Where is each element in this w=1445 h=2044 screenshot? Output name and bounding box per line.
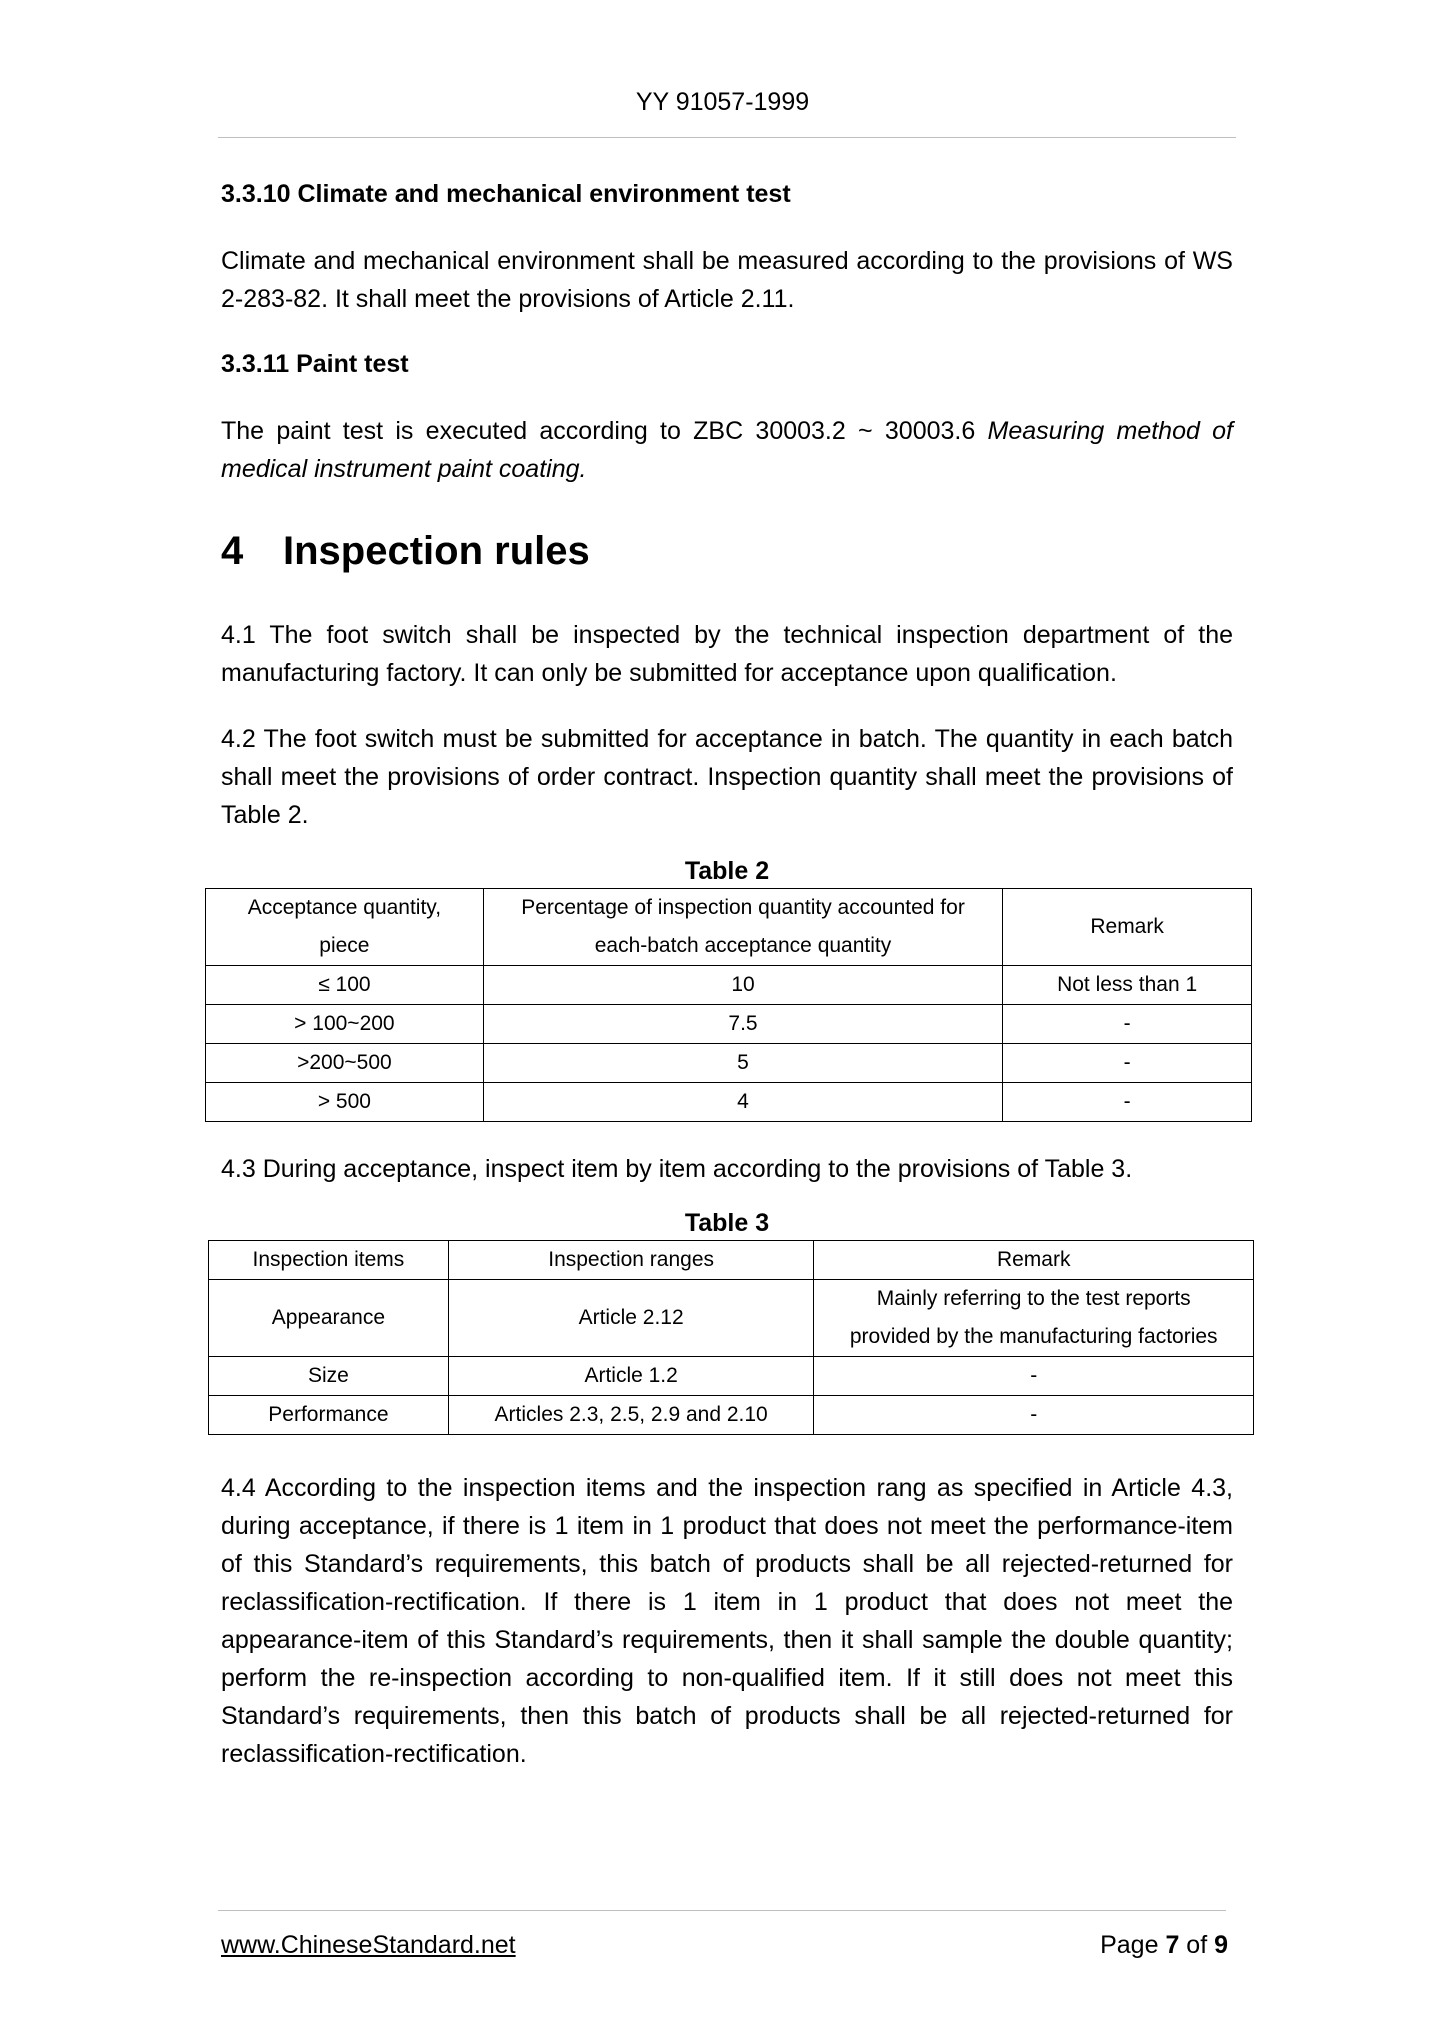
section-3-3-10-title: 3.3.10 Climate and mechanical environment test (221, 180, 791, 208)
table-cell: Size (209, 1357, 449, 1396)
paragraph-4-1: 4.1 The foot switch shall be inspected by the technical inspection department of the manufacturing factory. It can only be submitted for acceptance upon qualification. (221, 621, 1233, 687)
chapter-number: 4 (221, 529, 244, 573)
table-3 (208, 1240, 1254, 1435)
table-cell: - (1003, 1044, 1252, 1083)
section-3-3-11-body (221, 412, 1233, 488)
table-2 (205, 888, 1252, 1122)
table-row (209, 1357, 1254, 1396)
table-row (206, 1005, 1252, 1044)
paragraph-4-3: 4.3 During acceptance, inspect item by item according to the provisions of Table 3. (221, 1155, 1133, 1183)
paragraph-4-2: 4.2 The foot switch must be submitted for acceptance in batch. The quantity in each batch shall meet the provisions of order contract. Inspection quantity shall meet the provisions of Table 2. (221, 725, 1233, 829)
section-3-3-11-title: 3.3.11 Paint test (221, 350, 409, 378)
table-2-header-quantity: Acceptance quantity, piece (206, 889, 484, 966)
table-cell: Appearance (209, 1280, 449, 1357)
paint-method-title: Measuring method of medical instrument paint coating. (221, 417, 1234, 483)
paragraph-4-4: 4.4 According to the inspection items and the inspection rang as specified in Article 4.3, during acceptance, if there is 1 item in 1 product that does not meet the performance-item of this Standard’s requirements, this batch of products shall be all rejected-returned for reclassification-rectification. If there is 1 item in 1 product that does not meet the appearance-item of this Standard’s requirements, then it shall sample the double quantity; perform the re-inspection according to non-qualified item. If it still does not meet this Standard’s requirements, then this batch of products shall be all rejected-returned for reclassification-rectification. (221, 1474, 1233, 1768)
table-3-header-row (209, 1241, 1254, 1280)
table-cell: Not less than 1 (1003, 966, 1252, 1005)
chapter-4-heading (221, 526, 1233, 576)
table-cell: - (1003, 1083, 1252, 1122)
page-number: Page 7 of 9 (1100, 1931, 1228, 1959)
table-cell: 4 (483, 1083, 1002, 1122)
footer-divider (218, 1910, 1226, 1911)
table-2-title: Table 2 (684, 857, 770, 885)
table-cell: - (814, 1396, 1254, 1435)
table-cell: Articles 2.3, 2.5, 2.9 and 2.10 (448, 1396, 814, 1435)
website-link[interactable]: www.ChineseStandard.net (221, 1931, 516, 1959)
table-row (209, 1396, 1254, 1435)
table-row (206, 966, 1252, 1005)
table-2-header-row (206, 889, 1252, 966)
table-cell: Article 2.12 (448, 1280, 814, 1357)
table-2-header-remark: Remark (1003, 889, 1252, 966)
table-cell: >200~500 (206, 1044, 484, 1083)
chapter-title: Inspection rules (283, 529, 590, 573)
table-3-title: Table 3 (684, 1209, 770, 1237)
document-code-header: YY 91057-1999 (635, 88, 810, 116)
table-cell: > 100~200 (206, 1005, 484, 1044)
table-cell: 5 (483, 1044, 1002, 1083)
page-content (221, 176, 1233, 1773)
total-pages: 9 (1214, 1931, 1228, 1959)
table-cell: - (1003, 1005, 1252, 1044)
section-3-3-10-body: Climate and mechanical environment shall be measured according to the provisions of WS 2-283-82. It shall meet the provisions of Article 2.11. (221, 247, 1233, 313)
table-row (206, 1083, 1252, 1122)
paint-test-text: The paint test is executed according to ZBC 30003.2 ~ 30003.6 (221, 417, 988, 445)
table-row (209, 1280, 1254, 1357)
table-cell: > 500 (206, 1083, 484, 1122)
table-cell: - (814, 1357, 1254, 1396)
table-cell: ≤ 100 (206, 966, 484, 1005)
table-2-header-percentage: Percentage of inspection quantity accounted for each-batch acceptance quantity (483, 889, 1002, 966)
table-cell: Mainly referring to the test reports provided by the manufacturing factories (814, 1280, 1254, 1357)
table-cell: Performance (209, 1396, 449, 1435)
table-cell: Article 1.2 (448, 1357, 814, 1396)
table-cell: 10 (483, 966, 1002, 1005)
table-3-header-ranges: Inspection ranges (448, 1241, 814, 1280)
table-cell: 7.5 (483, 1005, 1002, 1044)
table-3-header-remark: Remark (814, 1241, 1254, 1280)
current-page: 7 (1165, 1931, 1180, 1959)
table-row (206, 1044, 1252, 1083)
table-3-header-items: Inspection items (209, 1241, 449, 1280)
header-divider (218, 137, 1236, 138)
